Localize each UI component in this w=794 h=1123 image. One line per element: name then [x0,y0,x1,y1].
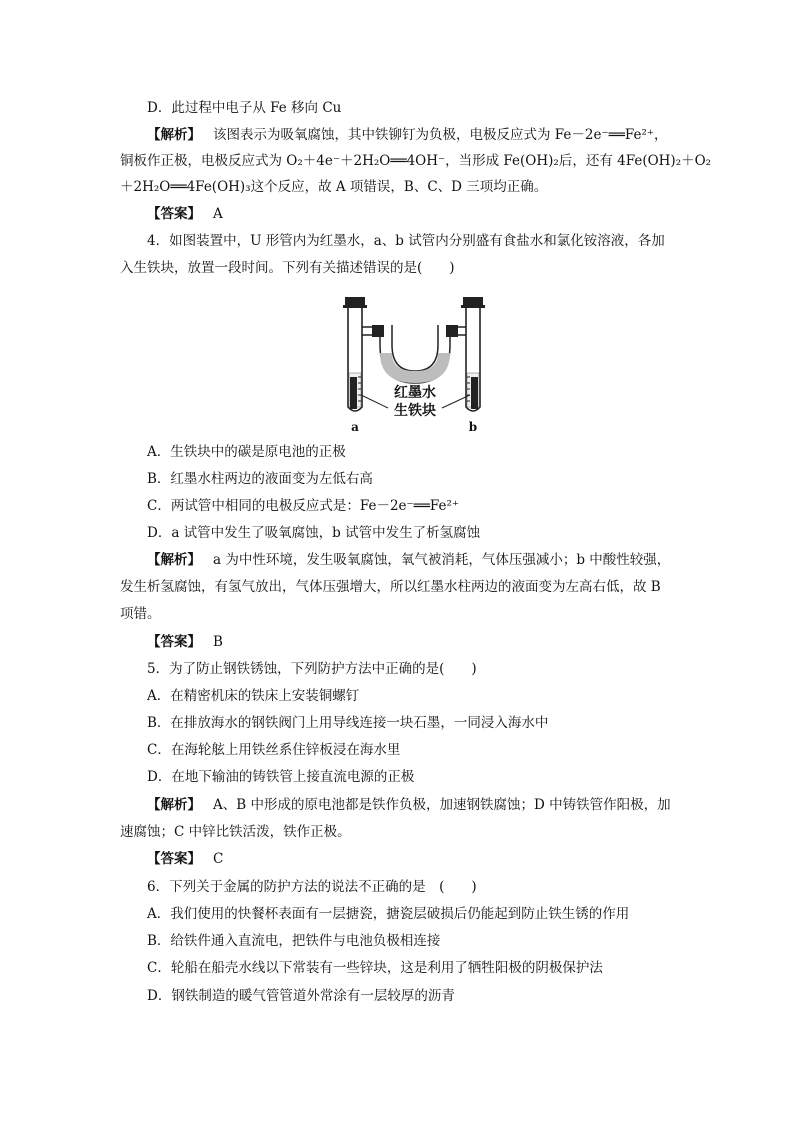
q4-analysis-line-1 [147,550,707,570]
u-tube [362,325,466,383]
analysis-text: A、B 中形成的原电池都是铁作负极，加速钢铁腐蚀；D 中铸铁管作阳极，加 [213,797,671,813]
q5-stem: 5．为了防止钢铁锈蚀，下列防护方法中正确的是( ) [147,661,477,677]
q3-analysis-line-1 [147,125,707,145]
q6-option-c: C．轮船在船壳水线以下常装有一些锌块，这是利用了牺牲阳极的阴极保护法 [147,960,603,976]
q4-answer [147,632,707,652]
analysis-text: a 为中性环境，发生吸氧腐蚀，氧气被消耗，气体压强减小；b 中酸性较强， [213,552,671,568]
q6-option-b: B．给铁件通入直流电，把铁件与电池负极相连接 [147,933,441,949]
red-ink-fill [380,353,450,383]
answer-tag: 【答案】 [147,634,201,650]
q4-option-b: B．红墨水柱两边的液面变为左低右高 [147,471,373,487]
q5-option-b: B．在排放海水的钢铁阀门上用导线连接一块石墨，一同浸入海水中 [147,715,549,731]
q4-option-a: A．生铁块中的碳是原电池的正极 [147,444,346,460]
u-tube-apparatus-figure [330,285,500,435]
q3-analysis-line-3: ＋2H₂O══4Fe(OH)₃这个反应，故 A 项错误，B、C、D 三项均正确。 [120,179,548,195]
q4-analysis-line-3: 项错。 [120,606,161,622]
q4-stem-line-2: 入生铁块，放置一段时间。下列有关描述错误的是( ) [120,260,455,276]
q5-option-d: D．在地下输油的铸铁管上接直流电源的正极 [147,769,415,785]
q6-stem: 6．下列关于金属的防护方法的说法不正确的是 ( ) [147,879,477,895]
analysis-tag: 【解析】 [147,552,201,568]
answer-value: B [213,634,223,650]
q6-option-a: A．我们使用的快餐杯表面有一层搪瓷，搪瓷层破损后仍能起到防止铁生锈的作用 [147,906,630,922]
q4-option-d: D．a 试管中发生了吸氧腐蚀，b 试管中发生了析氢腐蚀 [147,525,481,541]
answer-value: C [213,851,224,867]
q4-analysis-line-2: 发生析氢腐蚀，有氢气放出，气体压强增大，所以红墨水柱两边的液面变为左高右低，故 B [120,579,661,595]
analysis-tag: 【解析】 [147,797,201,813]
q4-stem-line-1: 4．如图装置中，U 形管内为红墨水，a、b 试管内分别盛有食盐水和氯化铵溶液，各加 [147,233,665,249]
q3-option-d: D．此过程中电子从 Fe 移向 Cu [147,100,342,116]
q3-analysis-line-2: 铜板作正极，电极反应式为 O₂＋4e⁻＋2H₂O══4OH⁻，当形成 Fe(OH)₂后，还有 4Fe(OH)₂＋O₂ [120,153,712,169]
answer-tag: 【答案】 [147,206,201,222]
q5-answer [147,849,707,869]
label-red-ink: 红墨水 [394,385,436,401]
answer-tag: 【答案】 [147,851,201,867]
label-pig-iron: 生铁块 [394,403,436,419]
q5-analysis-line-2: 速腐蚀；C 中锌比铁活泼，铁作正极。 [120,824,351,840]
q3-answer [147,204,707,224]
pointer-line-left [361,395,388,408]
q5-option-a: A．在精密机床的铁床上安装铜螺钉 [147,688,360,704]
q6-option-d: D．钢铁制造的暖气管管道外常涂有一层较厚的沥青 [147,988,455,1004]
label-b: b [468,420,478,434]
q5-analysis-line-1 [147,795,707,815]
analysis-tag: 【解析】 [147,127,201,143]
q5-option-c: C．在海轮舷上用铁丝系住锌板浸在海水里 [147,742,401,758]
q4-option-c: C．两试管中相同的电极反应式是：Fe－2e⁻══Fe²⁺ [147,498,460,514]
test-tube-b [461,297,485,411]
label-a: a [351,420,359,434]
test-tube-a [343,297,367,411]
analysis-text: 该图表示为吸氧腐蚀，其中铁铆钉为负极，电极反应式为 Fe－2e⁻══Fe²⁺， [213,127,668,143]
answer-value: A [213,206,223,222]
